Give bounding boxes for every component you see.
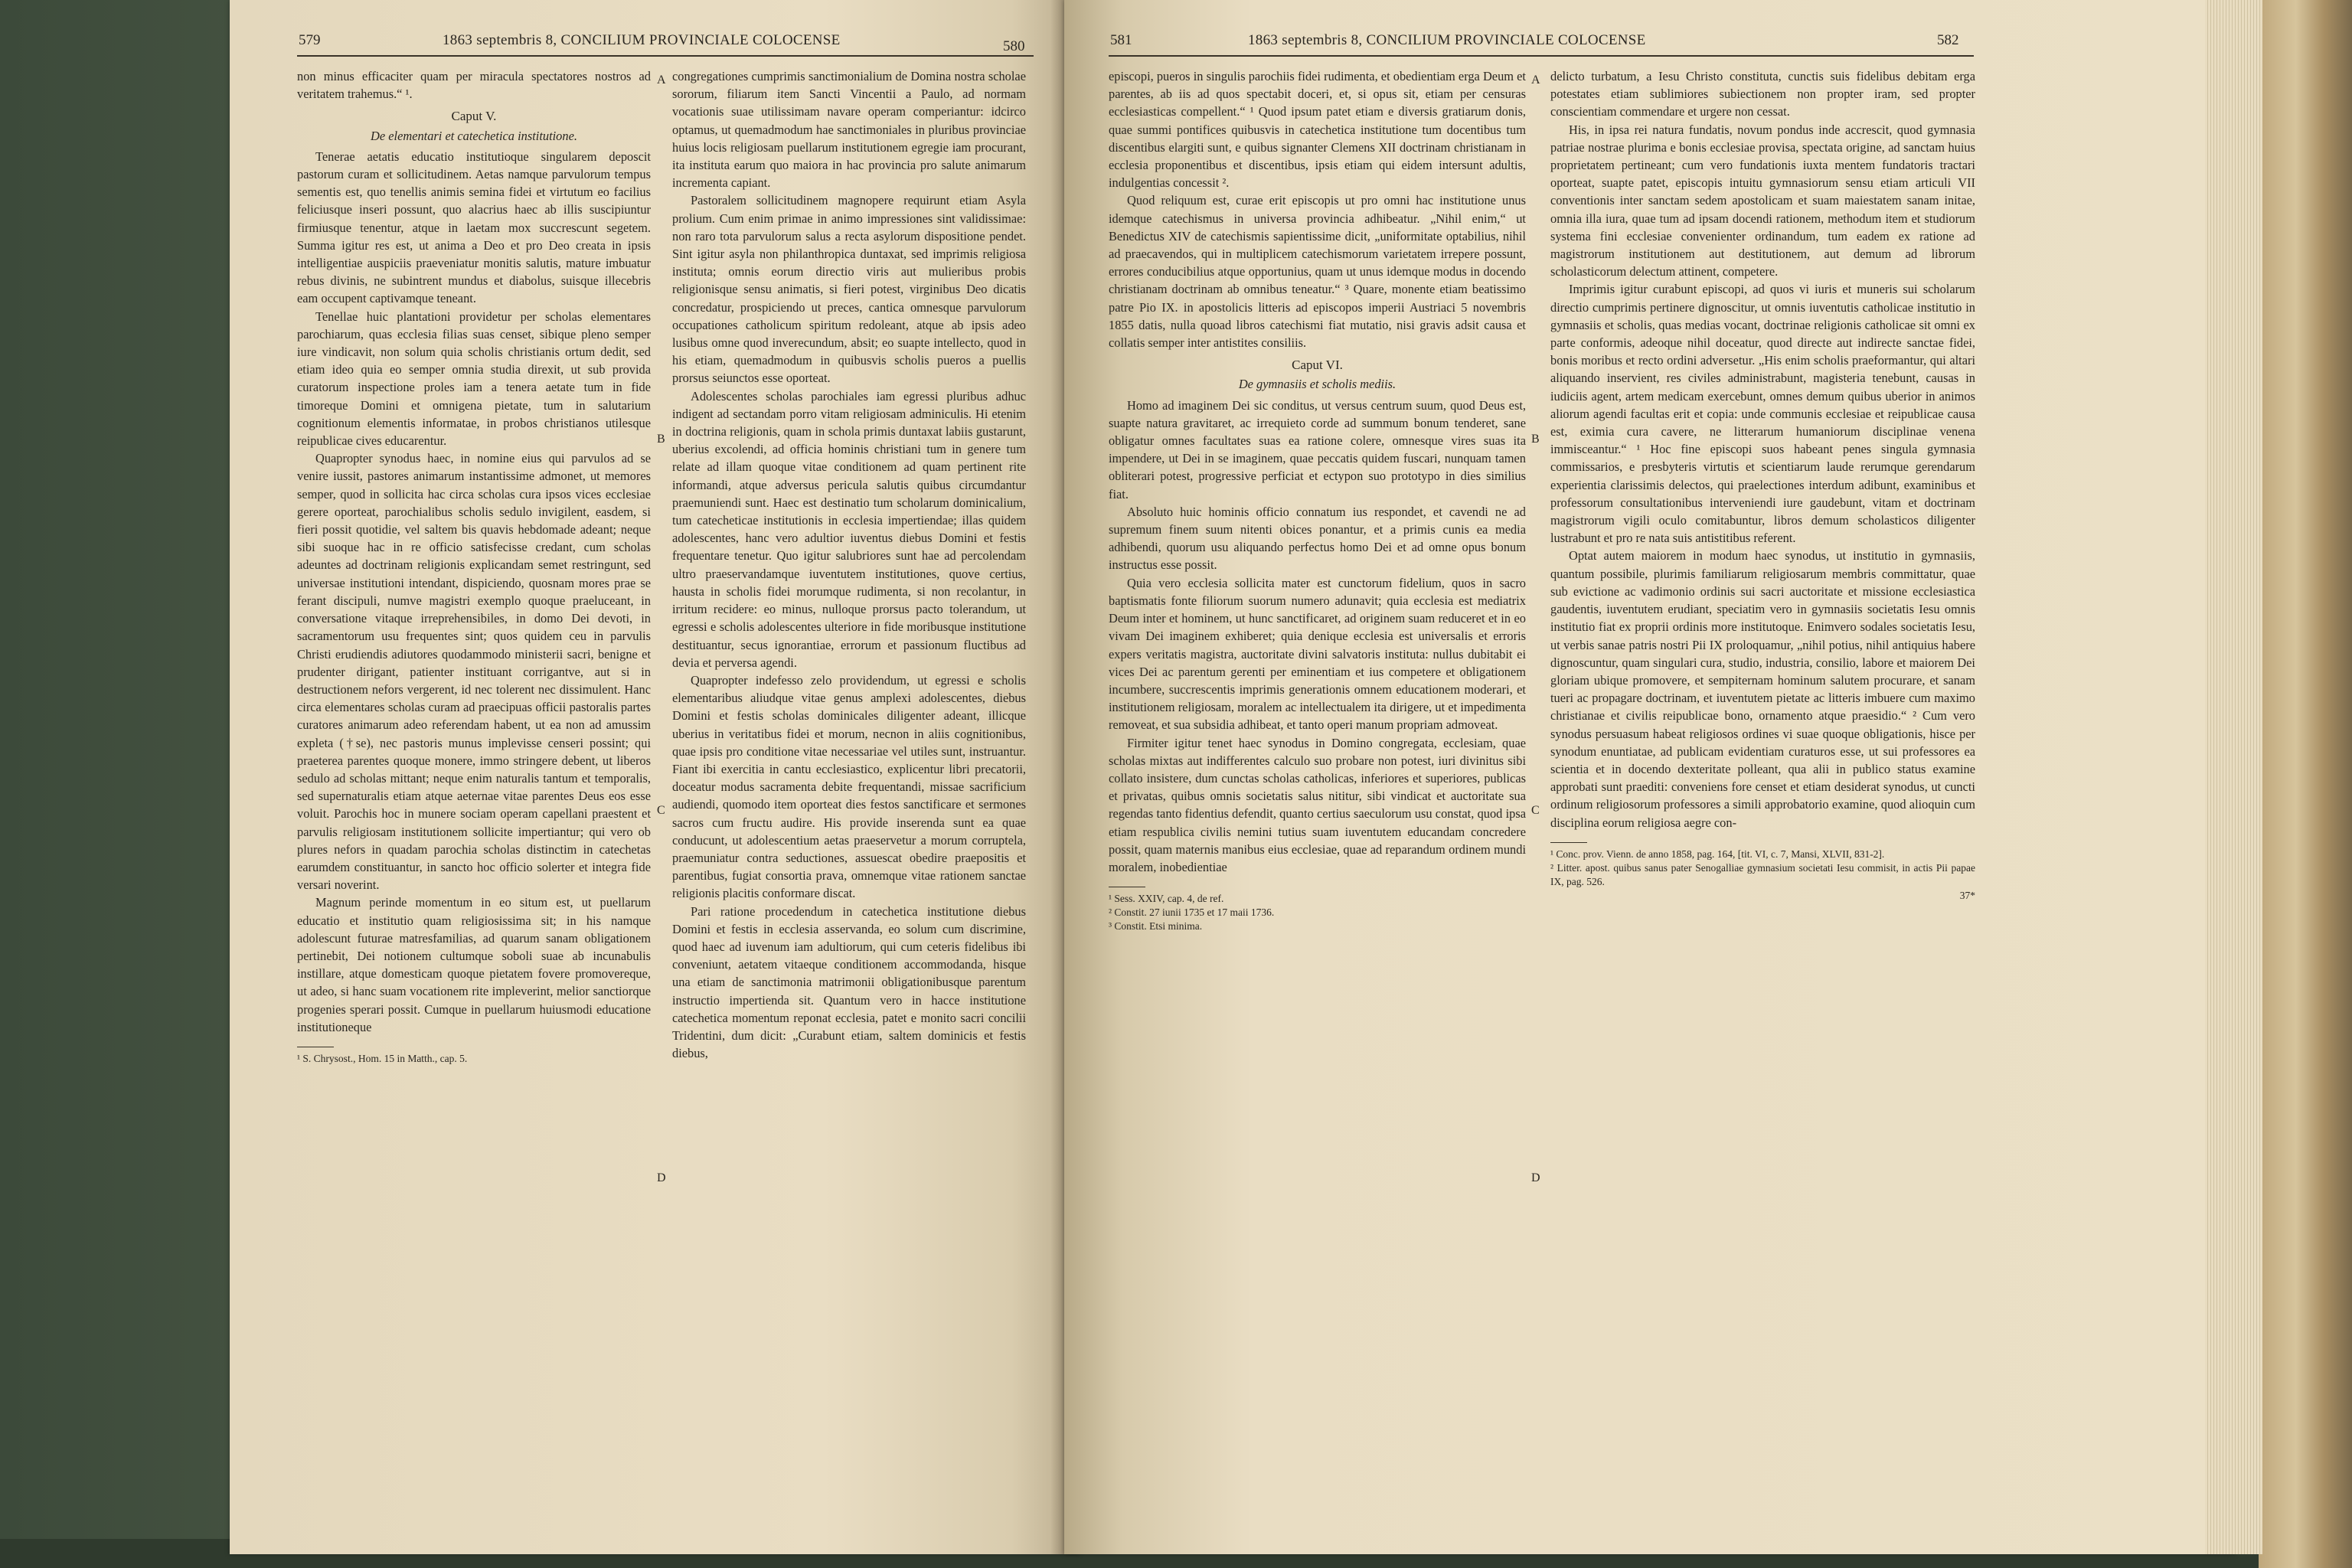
paragraph: Absoluto huic hominis officio connatum ius respondet, et cavendi ne ad supremum finem suum nitenti obices ponantur, et a primis cunis ea media adhibendi, quorum usu aliquando perfectus homo Dei et ad omne opus bonum instructus esse possit.	[1109, 504, 1526, 573]
footnote: ¹ S. Chrysost., Hom. 15 in Matth., cap. 5.	[297, 1052, 468, 1064]
page-stack-edge	[2205, 0, 2262, 1554]
margin-marker-c: C	[657, 804, 665, 817]
chapter-title: De elementari et catechetica institutione.	[371, 128, 577, 143]
paragraph: Pastoralem sollicitudinem magnopere requirunt etiam Asyla prolium. Cum enim primae in animo impressiones sint validissimae: non raro tota parvulorum salus a recta asylorum dispositione pendet. Sint igitur asyla non philanthropica duntaxat, sed imprimis religiosa instituta; omnis eorum directio viris aut mulieribus probis religionisque sensu animatis, si fieri potest, virginibus Deo dicatis concredatur, prospiciendo ut preces, cantica omnesque parvulorum occupationes catholicum spiritum redoleant, atque ab ipsis adeo lusibus omne quod inverecundum, absit; eo suapte intellecto, quod in his etiam, quemadmodum in quibusvis scholis pueros a puellis prorsus seiunctos esse oporteat.	[672, 193, 1026, 386]
left-page	[230, 0, 1080, 1554]
right-page-column-1	[1109, 67, 1526, 933]
header-rule-right	[1109, 55, 1974, 57]
margin-marker-a: A	[657, 74, 666, 87]
paragraph: Optat autem maiorem in modum haec synodus, ut institutio in gymnasiis, quantum possibile, plurimis familiarum religiosarum membris committatur, quae sub evictione ac vadimonio ordinis sui sacri auctoritate et missione ecclesiastica gaudentis, iuventutem erudiant, speciatim vero in gymnasiis societatis Iesu omnis institutio fiat ex proprii ordinis more institutoque. Enimvero sodales societatis Iesu, ut verbis sanae patris nostri Pii IX proloquamur, „nihil potius, nihil antiquius habere dignoscuntur, quam singulari cura, studio, industria, consilio, labore et maiorem Dei gloriam ubique promovere, et sempiternam hominum salutem procurare, et sanam tueri ac propagare doctrinam, et iuventutem pietate ac litteris imbuere cum maximo christianae et civilis reipublicae bono, ornamento atque praesidio.“ ² Cum vero synodus persuasum habeat religiosos ordines vi suae quoque obligationis, hisce per synodum enuntiatae, ad publicam evidentiam curaturos esse, ut sui professores ea scientia et in docendo dexteritate polleant, qua alii in publico status examine approbati sunt praediti: conveniens fore censet et etiam desiderat synodus, ut cuncti ordinum religiosorum professores a simili approbatorio examine, quod alioquin cum disciplina eorum religiosa aegre con-	[1550, 548, 1975, 830]
chapter-title: De gymnasiis et scholis mediis.	[1238, 377, 1396, 392]
paragraph: Adolescentes scholas parochiales iam egressi pluribus adhuc indigent ad sectandam porro vitam religiosam adminiculis. Hi etenim in doctrina religionis, quam in schola primis duntaxat labiis gustarunt, uberius excolendi, ad officia hominis christiani tum in genere tum relate ad illam quoque vitae conditionem ad quam pertinent rite informandi, atque adversus pericula salutis quibus circumdantur praemuniendi sunt. Haec est destinatio tum scholarum dominicalium, tum catecheticae institutionis in ecclesia impertiendae; illas quidem adolescentes, hanc vero adultior iuventus diebus Domini et festis frequentare tenetur. Quo igitur salubriores sunt hae ad percolendam ultro praeservandamque iuventutem institutiones, quove certius, hausta in scholis fidei morumque rudimenta, si non recolantur, in irritum recidere: eo minus, nulloque prorsus pacto tolerandum, ut egressi e scholis adolescentes ulteriore in fide moribusque institutione destituantur, secus ignorantiae, errorum et passionum fluctibus ad devia et perversa agendi.	[672, 388, 1026, 670]
page-number-582: 582	[1937, 32, 1959, 48]
paragraph: Homo ad imaginem Dei sic conditus, ut versus centrum suum, quod Deus est, suapte natura gravitaret, ac irrequieto corde ad summum bonum tenderet, sane obligatur omnes facultates suas ea ratione colere, omnesque vires suas ita impendere, ut Dei in se imaginem, quae peccatis quidem fuscari, nunquam tamen obliterari potest, progressive perficiat et ectypon suo prototypo in dies similius fiat.	[1109, 397, 1526, 501]
margin-marker-b: B	[657, 433, 665, 446]
paragraph: Magnum perinde momentum in eo situm est, ut puellarum educatio et institutio quam religiosissima sit; in his namque adolescunt futurae matresfamilias, ad quarum sanam obligationem pertinebit, Dei notionem cultumque soboli suae ab incunabulis instillare, atque domesticam quoque pietatem fovere promovereque, ut adeo, si hanc suam vocationem rite impleverint, melior sanctiorque progenies sperari possit. Cumque in puellarum huiusmodi educatione institutioneque	[297, 895, 651, 1034]
left-page-column-2	[672, 67, 1026, 1062]
running-head-right: 1863 septembris 8, CONCILIUM PROVINCIALE COLOCENSE	[1248, 32, 1646, 48]
page-number-579: 579	[299, 32, 321, 48]
paragraph: Firmiter igitur tenet haec synodus in Domino congregata, ecclesiam, quae scholas mixtas aut indifferentes calculo suo probare non potest, iuri divinitus sibi collato insistere, dum cunctas scholas catholicas, inferiores et superiores, publicas et privatas, quibus omnis societatis salus nititur, sibi vindicat et auctoritate sua regendas tanto fidentius defendit, quanto certius saeculorum usu constat, quod ipsa etiam respublica civilis nemini tutius suam iuventutem educandam concredere possit, quam maternis manibus eius ecclesiae, quae ad reparandum ordinem mundi moralem, inobedientiae	[1109, 735, 1526, 874]
margin-marker-d: D	[1531, 1171, 1540, 1184]
left-page-column-1	[297, 67, 651, 1066]
footnote: ¹ Sess. XXIV, cap. 4, de ref.	[1109, 893, 1224, 905]
margin-marker-d: D	[657, 1171, 666, 1184]
paragraph: Tenerae aetatis educatio institutioque singularem deposcit pastorum curam et sollicitudinem. Aetas namque parvulorum tempus sementis est, quo tenellis animis semina fidei et virtutum eo facilius feliciusque inseri possunt, quo alacrius haec ab illis suscipiuntur firmiusque tenentur, atque in laetam mox succrescunt segetem. Summa igitur res est, ut anima a Deo et pro Deo creata in ipsis intelligentiae auspiciis praeveniatur monitis salutis, mature imbuatur rebus divinis, ne subintrent mundus et diabolus, suisque illecebris eam occupent captivamque teneant.	[297, 149, 651, 306]
footnote: ² Litter. apost. quibus sanus pater Senogalliae gymnasium societati Iesu commisit, in actis Pii papae IX, pag. 526.	[1550, 861, 1975, 887]
paragraph: Quia vero ecclesia sollicita mater est cunctorum fidelium, quos in sacro baptismatis fonte filiorum suorum numero adunavit; quia ecclesia est mediatrix Deum inter et hominem, ut hunc sanctificaret, ad originem suam reduceret et in eo vivam Dei imaginem exhiberet; quia denique ecclesia est universalis et erroris expers veritatis magistra, auctoritate divini salvatoris instituta: nullus dubitabit ei vices Dei ac parentum gerenti per eminentiam et ius competere et obligationem incumbere, succrescentis imprimis generationis omnem educationem moderari, et institutionem religiosam, moralem ac intellectualem ita dirigere, ut et impedimenta removeat, et sua subsidia adhibeat, et tanto operi manum propriam admoveat.	[1109, 575, 1526, 733]
paragraph: Quapropter indefesso zelo providendum, ut egressi e scholis elementaribus aliudque vitae genus amplexi adolescentes, diebus Domini et festis scholas dominicales diligenter adeant, illicque uberius in veritatibus fidei et morum, necnon in aliis cognitionibus, quae ipsis pro conditione vitae necessariae vel utiles sunt, instruantur. Fiant ibi exercitia in cantu ecclesiastico, explicentur libri precatorii, doceatur modus sacramenta debite frequentandi, missae sacrificium audiendi, quomodo item oporteat dies festos sanctificare et sermones sacros cum fructu audire. His provide inserenda sunt ea quae conducunt, ut adolescentium aetas praeservetur a morum corruptela, praemuniatur contra seductiones, assuescat obedire praepositis et parentibus, fugiat consortia prava, omnemque vitae rationem sanctae religionis placitis conformare discat.	[672, 672, 1026, 901]
page-number-580: 580	[1003, 38, 1025, 54]
margin-marker-a: A	[1531, 74, 1540, 87]
paragraph: congregationes cumprimis sanctimonialium de Domina nostra scholae sororum, filiarum item Sancti Vincentii a Paulo, ad normam vocationis suae utilissimam navare operam comperiantur: idcirco optamus, ut quemadmodum hae sanctimoniales in pluribus provinciae huius locis religiosam puellarum institutionem egregie iam procurant, ita instituta earum quo maiora in hac provincia pro salute animarum incrementa capiant.	[672, 69, 1026, 191]
footnote: ¹ Conc. prov. Vienn. de anno 1858, pag. 164, [tit. VI, c. 7, Mansi, XLVII, 831-2].	[1550, 848, 1885, 860]
paragraph: delicto turbatum, a Iesu Christo constituta, cunctis suis fidelibus debitam erga potestates etiam sublimiores subiectionem non propter iram, sed propter conscientiam commendare et urgere non cessat.	[1550, 69, 1975, 119]
book-cover-edge	[2259, 0, 2352, 1568]
paragraph: His, in ipsa rei natura fundatis, novum pondus inde accrescit, quod gymnasia patriae nostrae plurima e bonis ecclesiae provisa, spectata origine, ad sanctam huius proprietatem pertineant; cum vero fundationis iuxta mentem fundatoris tractari oporteat, suapte patet, episcopis intuitu gymnasiorum sensu etiam articuli VII conventionis inter sanctam sedem apostolicam et suam maiestatem sanam initae, omnia illa iura, quae tum ad ipsam docendi rationem, methodum item et studiorum systema fini ecclesiae convenienter ordinandum, tum eadem ex ratione ad magistrorum institutionem aut destitutionem, aut demum ad librorum scholasticorum delectum attinent, competere.	[1550, 122, 1975, 279]
page-number-581: 581	[1110, 32, 1132, 48]
chapter-heading: Caput VI.	[1292, 358, 1343, 373]
footnote: ² Constit. 27 iunii 1735 et 17 maii 1736.	[1109, 906, 1275, 919]
margin-marker-c: C	[1531, 804, 1540, 817]
paragraph: Quapropter synodus haec, in nomine eius qui parvulos ad se venire iussit, pastores animarum instantissime admonet, ut memores semper, quod in sollicita hac circa scholas cura ipsos vices ecclesiae gerere oporteat, parochialibus scholis sedulo invigilent, easdem, si fieri possit quotidie, vel saltem bis quavis hebdomade adeant; neque sibi suoque hac in re officio satisfecisse credant, cum scholas adeuntes ad doctrinam religionis explicandam semet restringunt, sed universae institutioni intendant, dispiciendo, quosnam mores prae se ferant discipuli, numve magistri exemplo quoque praeluceant, in conversatione vitaque irreprehensibiles, in domo Dei devoti, in sacramentorum usu frequentes sint; quos quidem ceu in parvulis Christi erudiendis adiutores quodammodo ministerii sacri, benigne et prudenter dirigant, patienter instituant corrigantve, aut si in destructionem nefors vergerent, id nec tolerent nec dissimulent. Hanc circa elementares scholas curam ad praecipuas officii pastoralis partes curatores animarum adeo referendam habent, ut ea non ad amussim expleta (†se), nec pastoris munus implevisse censeri possint; qui praeterea parentes quoque monere, immo stringere debent, ut liberos sedulo ad scholas mittant; neque enim naturalis tantum et temporalis, sed supernaturalis etiam atque aeternae vitae parentes Deus eos esse voluit. Parochis hoc in munere sociam operam capellani praestent et parvulis religiosam institutionem sollicite impertiantur; qui vero ob plures nefors in quadam parochia scholas distinctim in catechetas earumdem constituantur, in sancto hoc officio solerter et integra fide versari noverint.	[297, 451, 651, 893]
chapter-heading: Caput V.	[451, 109, 497, 124]
footnote-rule	[1550, 842, 1587, 843]
right-page-column-2	[1550, 67, 1975, 903]
paragraph: Tenellae huic plantationi providetur per scholas elementares parochiarum, quas ecclesia filias suas censet, sibique pleno semper iure vindicavit, non solum quia scholis christianis ortum dedit, sed etiam ideo quia eo semper omnia studia direxit, ut sub provida curatorum inspectione proles iam a tenera aetate tum in fide timoreque Domini et omnigena pietate, tum in salutarium cognitionum elementis informatae, in probos christianos utilesque reipublicae cives educarentur.	[297, 309, 651, 449]
footnote: ³ Constit. Etsi minima.	[1109, 920, 1203, 933]
running-head-left: 1863 septembris 8, CONCILIUM PROVINCIALE COLOCENSE	[443, 32, 841, 48]
paragraph: Imprimis igitur curabunt episcopi, ad quos vi iuris et muneris sui scholarum directio cumprimis pertinere dignoscitur, ut omnis iuventutis catholicae institutio in gymnasiis et scholis, quas medias vocant, doctrinae religionis catholicae sit omni ex parte conformis, adeoque nihil doceatur, quod directe aut indirecte sanctae fidei, bonis moribus et recto ordini adversetur. „His enim scholis praeformantur, qui altari aliquando inservient, res civiles administrabunt, magisteria tenebunt, causas in iudiciis agent, artem medicam exercebunt, omnes demum quibus uberior in animos aliorum agendi facultas erit et copia: unde communis ecclesiae et reipublicae causa est, eximia cura cavere, ne litterarum humaniorum disciplinae venena immisceantur.“ ¹ Hoc fine episcopi suos habeant penes singula gymnasia commissarios, e presbyteris virtutis et scientiarum laude rerumque gerendarum experientia clarissimis delectos, qui praelectiones interdum adibunt, examinibus et professorum consultationibus interveniendi iure gaudebunt, vitam et doctrinam magistrorum vigili oculo comitabuntur, libros demum scholasticos diligenter lustrabunt et pro re nata suis antistitibus referent.	[1550, 282, 1975, 546]
right-page	[1064, 0, 2236, 1554]
paragraph: Quod reliquum est, curae erit episcopis ut pro omni hac institutione unus idemque catechismus in universa provincia adhibeatur. „Nihil enim,“ ut Benedictus XIV de catechismis sapientissime dicit, „uniformitate optabilius, nihil ad praecavendos, qui in multiplicem catechismorum varietatem irrepere possunt, errores conducibilius atque opportunius, quam ut unus idemque modus in docendo christianam doctrinam ab omnibus teneatur.“ ³ Quare, monente etiam beatissimo patre Pio IX. in apostolicis litteris ad episcopos imperii Austriaci 5 novembris 1855 datis, nulla quoad libros catechismi fiat mutatio, nisi gravis adsit causa et collatis semper inter antistites consiliis.	[1109, 193, 1526, 351]
margin-marker-b: B	[1531, 433, 1540, 446]
paragraph: non minus efficaciter quam per miracula spectatores nostros ad veritatem trahemus.“ ¹.	[297, 69, 651, 102]
paragraph: episcopi, pueros in singulis parochiis fidei rudimenta, et obedientiam erga Deum et parentes, ab iis ad quos spectabit doceri, et, si opus sit, etiam per censuras ecclesiasticas compellent.“ ¹ Quod ipsum patet etiam e diversis gratiarum donis, quae summi pontifices quibusvis in catechetica institutione tum docentibus tum discentibus elargiti sunt, e quibus signanter Clemens XII doctrinam christianam in ecclesia proponentibus et discentibus, ipsis etiam qui eidem intersunt adultis, indulgentias concessit ².	[1109, 69, 1526, 191]
header-rule-left	[297, 55, 1034, 57]
signature-mark: 37*	[1959, 889, 1975, 901]
paragraph: Pari ratione procedendum in catechetica institutione diebus Domini et festis in ecclesia asservanda, eo solum cum discrimine, quod haec ad iuvenum iam adultiorum, qui cum ceteris fidelibus ibi conveniunt, aetatem vitaeque conditionem accommodanda, hisque una etiam de sanctimonia matrimonii obligationibusque parentum instructio impertienda sit. Quantum vero in hacce institutione catechetica momentum reponat ecclesia, patet e monito sacri concilii Tridentini, dum dicit: „Curabunt etiam, saltem dominicis et festis diebus,	[672, 903, 1026, 1061]
